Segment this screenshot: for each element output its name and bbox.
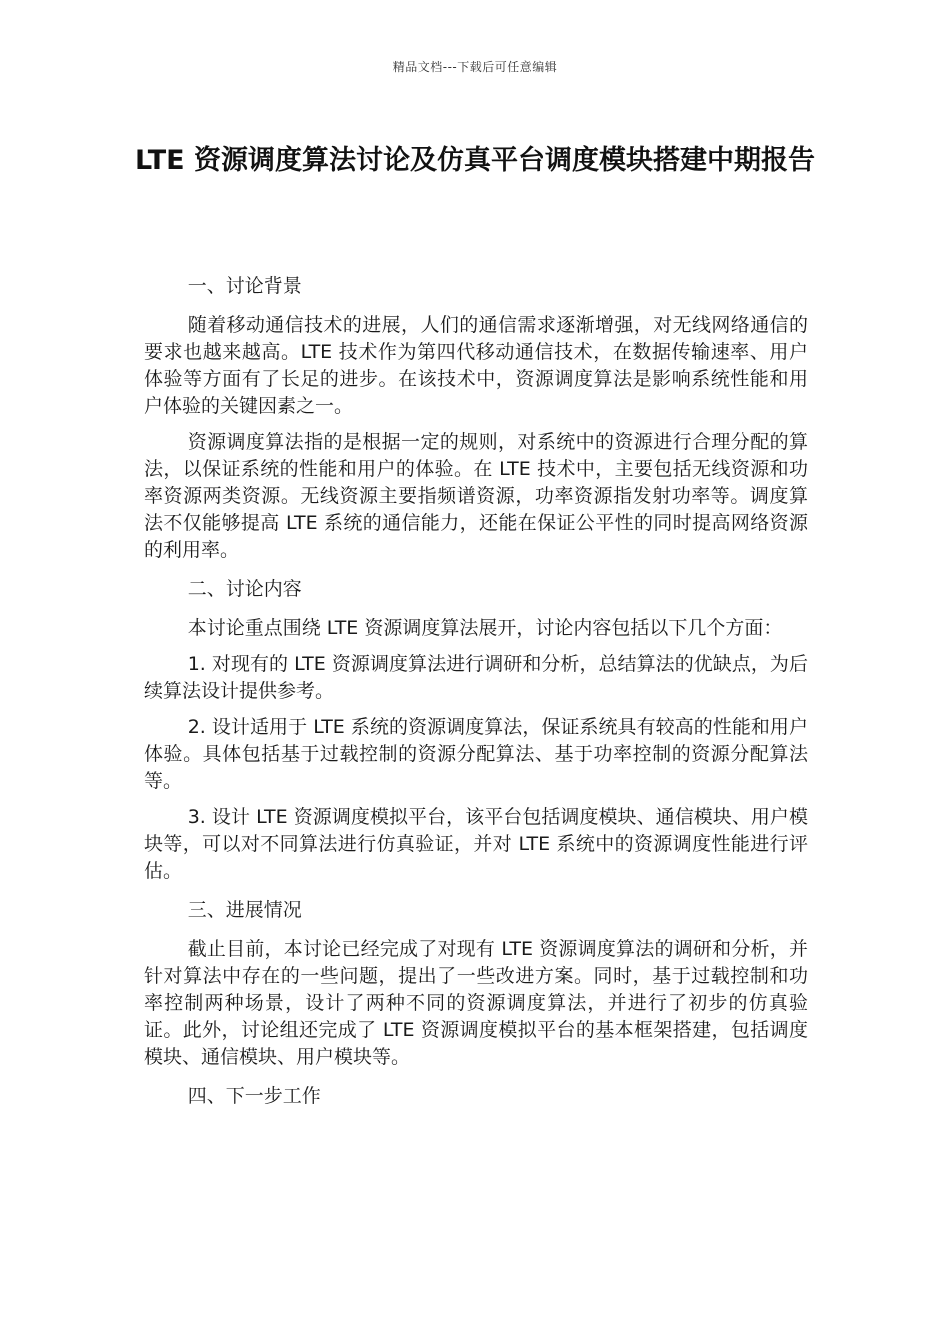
list-item: 1. 对现有的 LTE 资源调度算法进行调研和分析，总结算法的优缺点，为后续算法设计提供参考。 [144, 653, 808, 702]
section-heading: 二、讨论内容 [187, 578, 302, 600]
section-heading: 三、进展情况 [187, 899, 302, 921]
section-heading: 一、讨论背景 [187, 275, 302, 297]
paragraph: 截止目前，本讨论已经完成了对现有 LTE 资源调度算法的调研和分析，并针对算法中存在的一些问题，提出了一些改进方案。同时，基于过载控制和功率控制两种场景，设计了两种不同的资源调度算法，并进行了初步的仿真验证。此外，讨论组还完成了 LTE 资源调度模拟平台的基本框架搭建，包括调度模块、通信模块、用户模块等。 [144, 938, 808, 1068]
paragraph: 本讨论重点围绕 LTE 资源调度算法展开，讨论内容包括以下几个方面： [187, 617, 783, 639]
header-note: 精品文档---下载后可任意编辑 [392, 60, 558, 74]
document-title: LTE 资源调度算法讨论及仿真平台调度模块搭建中期报告 [135, 145, 815, 176]
paragraph: 资源调度算法指的是根据一定的规则，对系统中的资源进行合理分配的算法，以保证系统的性能和用户的体验。在 LTE 技术中，主要包括无线资源和功率资源两类资源。无线资源主要指频谱资源，功率资源指发射功率等。调度算法不仅能够提高 LTE 系统的通信能力，还能在保证公平性的同时提高网络资源的利用率。 [144, 431, 808, 561]
document-body [144, 270, 808, 1122]
paragraph: 随着移动通信技术的进展，人们的通信需求逐渐增强，对无线网络通信的要求也越来越高。LTE 技术作为第四代移动通信技术，在数据传输速率、用户体验等方面有了长足的进步。在该技术中，资源调度算法是影响系统性能和用户体验的关键因素之一。 [144, 314, 808, 417]
list-item: 3. 设计 LTE 资源调度模拟平台，该平台包括调度模块、通信模块、用户模块等，可以对不同算法进行仿真验证，并对 LTE 系统中的资源调度性能进行评估。 [144, 806, 808, 882]
section-heading: 四、下一步工作 [187, 1085, 321, 1107]
list-item: 2. 设计适用于 LTE 系统的资源调度算法，保证系统具有较高的性能和用户体验。具体包括基于过载控制的资源分配算法、基于功率控制的资源分配算法等。 [144, 716, 808, 792]
